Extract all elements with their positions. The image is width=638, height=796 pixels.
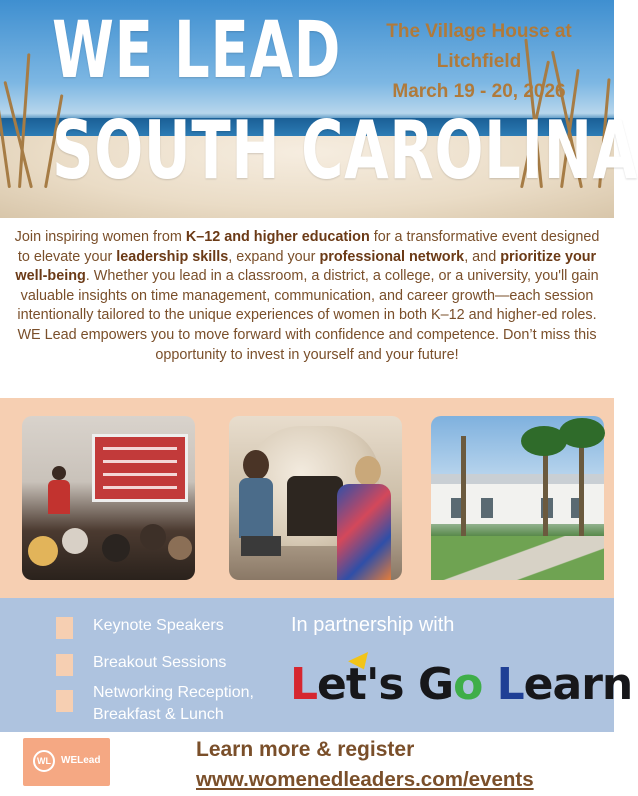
intro-text: , and (464, 248, 501, 265)
intro-highlight: prioritize your well-being (15, 248, 597, 285)
intro-highlight: leadership skills (116, 248, 229, 265)
audience-figure (140, 524, 166, 550)
event-dates: March 19 - 20, 2026 (392, 81, 566, 102)
lets-go-learn-logo: Let's Go Learn (290, 659, 633, 710)
presentation-screen (92, 434, 188, 502)
speaker-figure (48, 480, 70, 514)
seated-woman (321, 456, 391, 580)
wl-logo-word: WELead (61, 755, 101, 766)
event-details (364, 17, 594, 107)
features-band (0, 598, 633, 732)
intro-text: for a transformative event designed to elevate your (17, 229, 600, 265)
event-title-line2: SOUTH CAROLINA (52, 104, 638, 197)
intro-highlight: K–12 and higher education (185, 229, 370, 245)
events-link[interactable]: www.womenedleaders.com/events (196, 768, 534, 791)
garden-path (431, 536, 604, 580)
seated-woman (237, 450, 277, 580)
register-cta: Learn more & register (196, 738, 415, 761)
conference-room-photo (22, 416, 195, 580)
hero-banner (0, 0, 638, 218)
venue-line1: The Village House at (386, 21, 572, 42)
feature-label: Networking Reception, (93, 684, 254, 701)
audience-figure (62, 528, 88, 554)
intro-highlight: professional network (319, 248, 465, 265)
fireside-chat-photo (229, 416, 402, 580)
footer (0, 732, 614, 796)
photo-gallery (0, 398, 614, 598)
venue-line2: Litchfield (436, 51, 522, 72)
intro-closing: WE Lead empowers you to move forward with confidence and competence. Don’t miss this opportunity to invest in yourself and your future! (17, 326, 597, 363)
venue-house-photo (431, 416, 604, 580)
intro-paragraph (0, 218, 614, 398)
welead-logo[interactable] (23, 738, 110, 786)
bullet-square-icon (56, 654, 73, 676)
bullet-square-icon (56, 690, 73, 712)
intro-text: . Whether you lead in a classroom, a district, a college, or a university, you'll gain valuable insights on time management, communication, and career growth—each session intentionally tailored to the unique experiences of women in both K–12 and higher-ed roles. (17, 268, 599, 324)
speaker-figure (52, 466, 66, 480)
wl-logo-mark: WL (33, 750, 55, 772)
audience-figure (28, 536, 58, 566)
intro-text: , expand your (228, 248, 320, 265)
bullet-square-icon (56, 617, 73, 639)
event-title-line1: WE LEAD (52, 6, 342, 96)
lamp-post (461, 436, 466, 546)
intro-text: Join inspiring women from (14, 229, 186, 245)
feature-label: Breakfast & Lunch (93, 706, 224, 723)
feature-label: Keynote Speakers (93, 617, 224, 634)
audience-figure (102, 534, 130, 562)
partnership-label: In partnership with (291, 614, 455, 636)
feature-label: Breakout Sessions (93, 654, 227, 671)
palm-fronds (559, 418, 605, 448)
audience-figure (168, 536, 192, 560)
